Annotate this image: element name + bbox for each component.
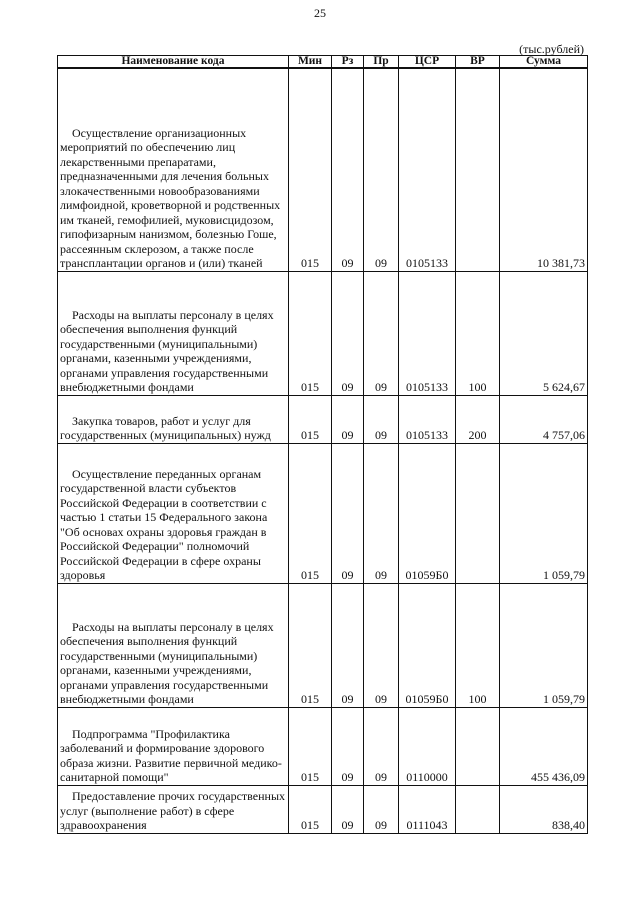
table-row: [58, 271, 588, 395]
row-rz: 09: [332, 68, 364, 271]
header-min: Мин: [289, 56, 332, 69]
row-min: 015: [289, 68, 332, 271]
row-min: 015: [289, 443, 332, 583]
row-vr: [456, 68, 500, 271]
row-name: Расходы на выплаты персоналу в целях обеспечения выполнения функций государственными (муниципальными) органами, казенными учреждениями, органами управления государственными внебюджетными фондами: [58, 271, 289, 395]
row-name: Закупка товаров, работ и услуг для государственных (муниципальных) нужд: [58, 395, 289, 443]
row-pr: 09: [364, 271, 399, 395]
header-name: Наименование кода: [58, 56, 289, 69]
row-csr: 0111043: [399, 785, 456, 833]
header-pr: Пр: [364, 56, 399, 69]
table-row: [58, 583, 588, 707]
row-rz: 09: [332, 443, 364, 583]
row-vr: 200: [456, 395, 500, 443]
header-csr: ЦСР: [399, 56, 456, 69]
row-rz: 09: [332, 271, 364, 395]
row-sum: 1 059,79: [500, 583, 588, 707]
row-pr: 09: [364, 785, 399, 833]
budget-table: [57, 55, 588, 834]
header-rz: Рз: [332, 56, 364, 69]
row-pr: 09: [364, 443, 399, 583]
row-rz: 09: [332, 707, 364, 785]
row-csr: 0105133: [399, 395, 456, 443]
row-sum: 4 757,06: [500, 395, 588, 443]
table-row: [58, 707, 588, 785]
row-sum: 1 059,79: [500, 443, 588, 583]
table-row: [58, 68, 588, 271]
row-rz: 09: [332, 785, 364, 833]
row-name: Осуществление переданных органам государственной власти субъектов Российской Федерации в соответствии с частью 1 статьи 15 Федерального закона "Об основах охраны здоровья граждан в Российской Федерации" полномочий Российской Федерации в сфере охраны здоровья: [58, 443, 289, 583]
row-pr: 09: [364, 395, 399, 443]
header-vr: ВР: [456, 56, 500, 69]
header-sum: Сумма: [500, 56, 588, 69]
row-csr: 0110000: [399, 707, 456, 785]
row-vr: 100: [456, 271, 500, 395]
row-min: 015: [289, 785, 332, 833]
row-pr: 09: [364, 707, 399, 785]
row-name: Осуществление организационных мероприятий по обеспечению лиц лекарственными препаратами, предназначенными для лечения больных злокачественными новообразованиями лимфоидной, кроветворной и родственных им тканей, гемофилией, муковисцидозом, гипофизарным нанизмом, болезнью Гоше, рассеянным склерозом, а также после трансплантации органов и (или) тканей: [58, 68, 289, 271]
row-rz: 09: [332, 395, 364, 443]
table-row: [58, 785, 588, 833]
page-number: 25: [314, 6, 326, 20]
row-name: Подпрограмма "Профилактика заболеваний и формирование здорового образа жизни. Развитие первичной медико-санитарной помощи": [58, 707, 289, 785]
table-row: [58, 443, 588, 583]
row-pr: 09: [364, 583, 399, 707]
row-csr: 0105133: [399, 68, 456, 271]
row-pr: 09: [364, 68, 399, 271]
row-sum: 838,40: [500, 785, 588, 833]
row-min: 015: [289, 395, 332, 443]
row-name: Расходы на выплаты персоналу в целях обеспечения выполнения функций государственными (муниципальными) органами, казенными учреждениями, органами управления государственными внебюджетными фондами: [58, 583, 289, 707]
table-row: [58, 395, 588, 443]
table-header-row: [58, 56, 588, 69]
row-vr: [456, 785, 500, 833]
row-min: 015: [289, 707, 332, 785]
row-vr: [456, 443, 500, 583]
row-sum: 455 436,09: [500, 707, 588, 785]
row-vr: [456, 707, 500, 785]
row-name: Предоставление прочих государственных услуг (выполнение работ) в сфере здравоохранения: [58, 785, 289, 833]
row-vr: 100: [456, 583, 500, 707]
row-sum: 10 381,73: [500, 68, 588, 271]
row-csr: 0105133: [399, 271, 456, 395]
row-sum: 5 624,67: [500, 271, 588, 395]
row-rz: 09: [332, 583, 364, 707]
row-min: 015: [289, 271, 332, 395]
units-label: (тыс.рублей): [519, 42, 584, 56]
row-csr: 01059Б0: [399, 443, 456, 583]
row-csr: 01059Б0: [399, 583, 456, 707]
row-min: 015: [289, 583, 332, 707]
